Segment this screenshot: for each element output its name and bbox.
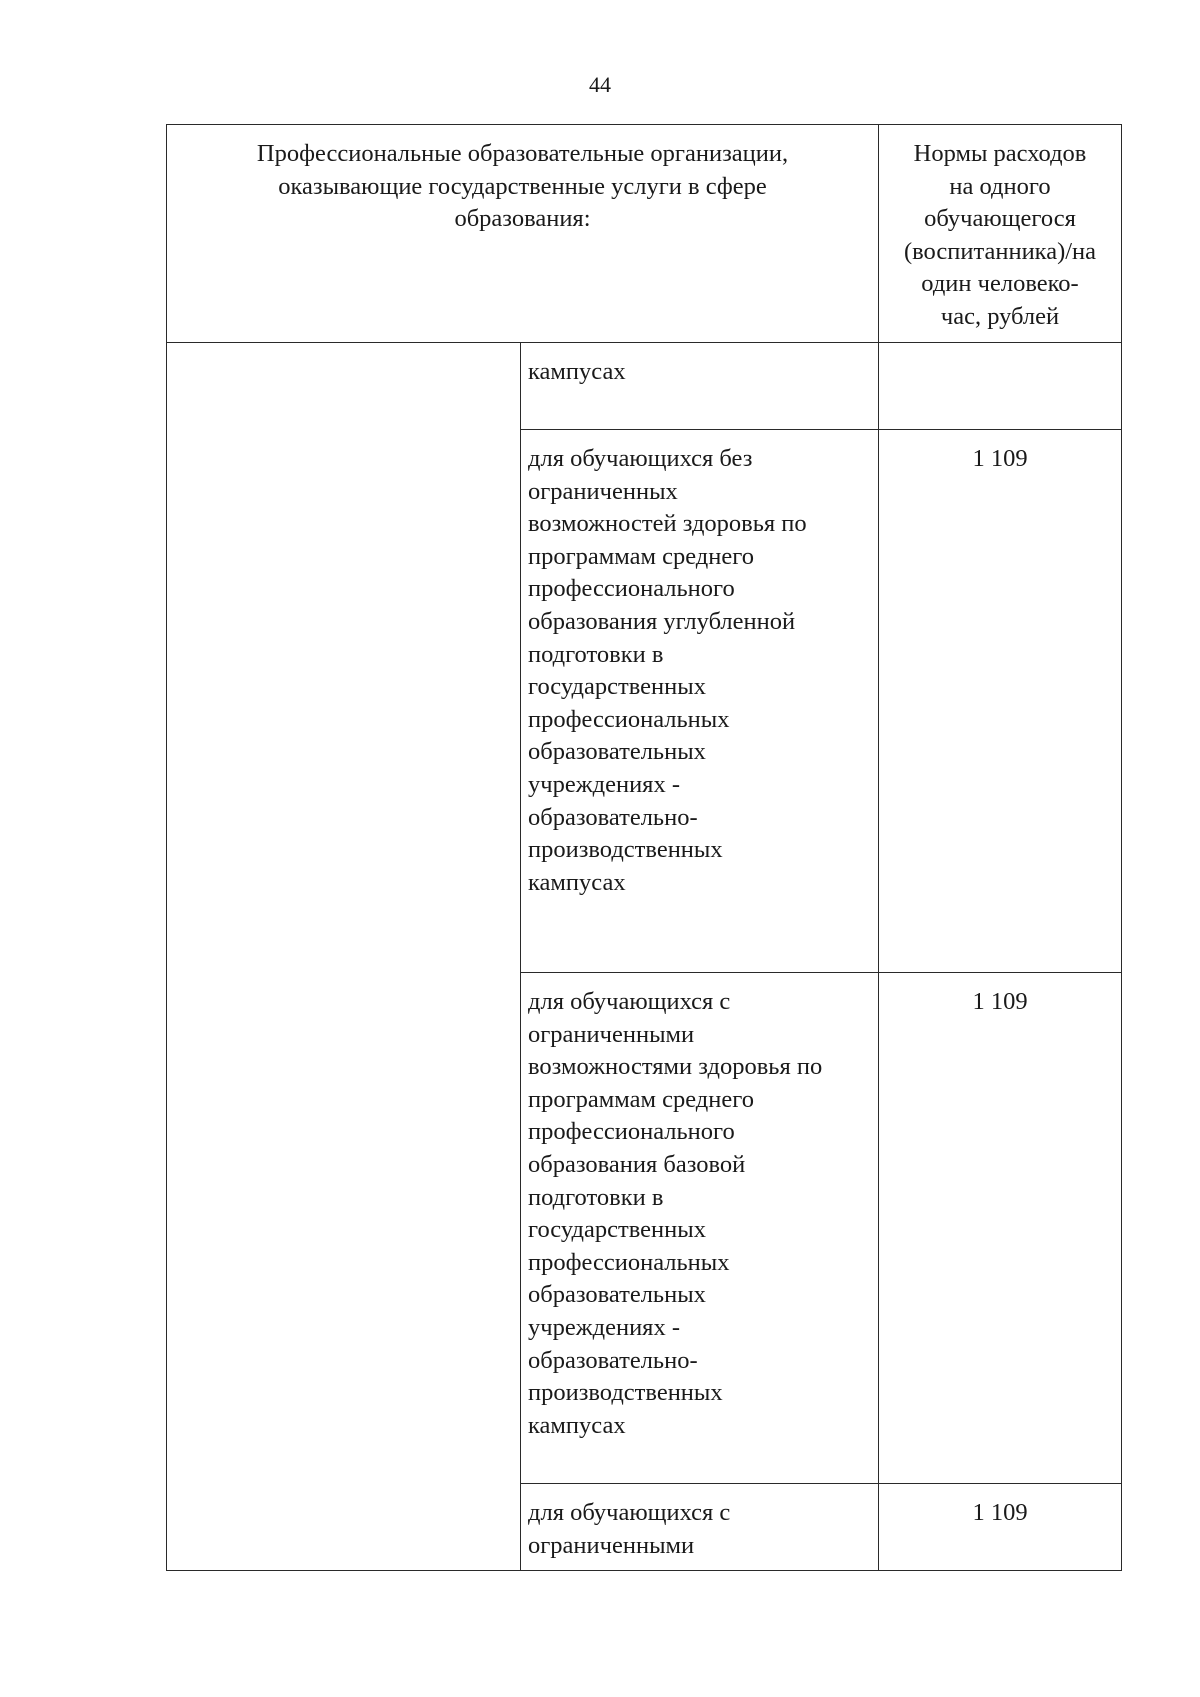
row-description-line: образования углубленной [528, 607, 796, 635]
row-value-cell: 1 109 [879, 430, 1122, 973]
row-description-line: образовательно- [528, 803, 698, 831]
row-description-cell [521, 1484, 879, 1571]
row-description-line: программам среднего [528, 542, 754, 570]
row-description-line: производственных [528, 836, 723, 864]
header-organizations-cell [167, 125, 879, 343]
row-description-line: профессиональных [528, 1248, 730, 1276]
header-norms-line: один человеко- [921, 270, 1079, 298]
header-norms-cell [879, 125, 1122, 343]
row-description-cell [521, 973, 879, 1484]
header-norms-line: (воспитанника)/на [903, 237, 1097, 265]
header-norms-line: на одного [949, 172, 1051, 200]
row-description-line: профессиональных [528, 705, 730, 733]
row-description-line: для обучающихся с [528, 988, 731, 1015]
row-description-line: производственных [528, 1379, 723, 1407]
row-value-cell: 1 109 [879, 1484, 1122, 1571]
row-description-line: ограниченных [528, 477, 678, 505]
row-description-line: для обучающихся без [528, 445, 753, 472]
table-row [167, 343, 1122, 430]
header-norms-line: час, рублей [940, 302, 1060, 330]
header-norms-line: Нормы расходов [913, 140, 1087, 167]
row-description-line: кампусах [528, 358, 626, 385]
page-number: 44 [589, 72, 611, 97]
row-description-line: профессионального [528, 1118, 735, 1146]
header-organizations-line: Профессиональные образовательные организации, [256, 140, 789, 167]
expense-norms-table [166, 124, 1122, 1571]
row-description-line: учреждениях - [528, 770, 680, 798]
header-organizations-line: образования: [454, 205, 591, 233]
row-description-line: образовательно- [528, 1346, 698, 1374]
row-description-cell [521, 430, 879, 973]
organization-group-cell [167, 343, 521, 1571]
row-description-line: образовательных [528, 1281, 706, 1309]
row-description-line: профессионального [528, 575, 735, 603]
row-value-cell: 1 109 [879, 973, 1122, 1484]
row-value-cell [879, 343, 1122, 430]
row-description-line: кампусах [528, 868, 626, 896]
row-description-line: государственных [528, 1216, 706, 1244]
row-description-line: подготовки в [528, 1183, 664, 1211]
row-description-line: учреждениях - [528, 1313, 680, 1341]
row-description-line: ограниченными [528, 1531, 695, 1559]
header-norms-line: обучающегося [924, 205, 1076, 233]
row-description-cell [521, 343, 879, 430]
row-description-line: подготовки в [528, 640, 664, 668]
table-header-row [167, 125, 1122, 343]
row-description-line: возможностей здоровья по [528, 510, 807, 538]
row-description-line: государственных [528, 673, 706, 701]
row-description-line: образования базовой [528, 1150, 746, 1178]
row-description-line: ограниченными [528, 1020, 695, 1048]
row-description-line: образовательных [528, 738, 706, 766]
header-organizations-line: оказывающие государственные услуги в сфере [278, 172, 767, 200]
row-description-line: возможностями здоровья по [528, 1053, 823, 1081]
row-description-line: программам среднего [528, 1085, 754, 1113]
row-description-line: для обучающихся с [528, 1499, 731, 1526]
row-description-line: кампусах [528, 1411, 626, 1439]
